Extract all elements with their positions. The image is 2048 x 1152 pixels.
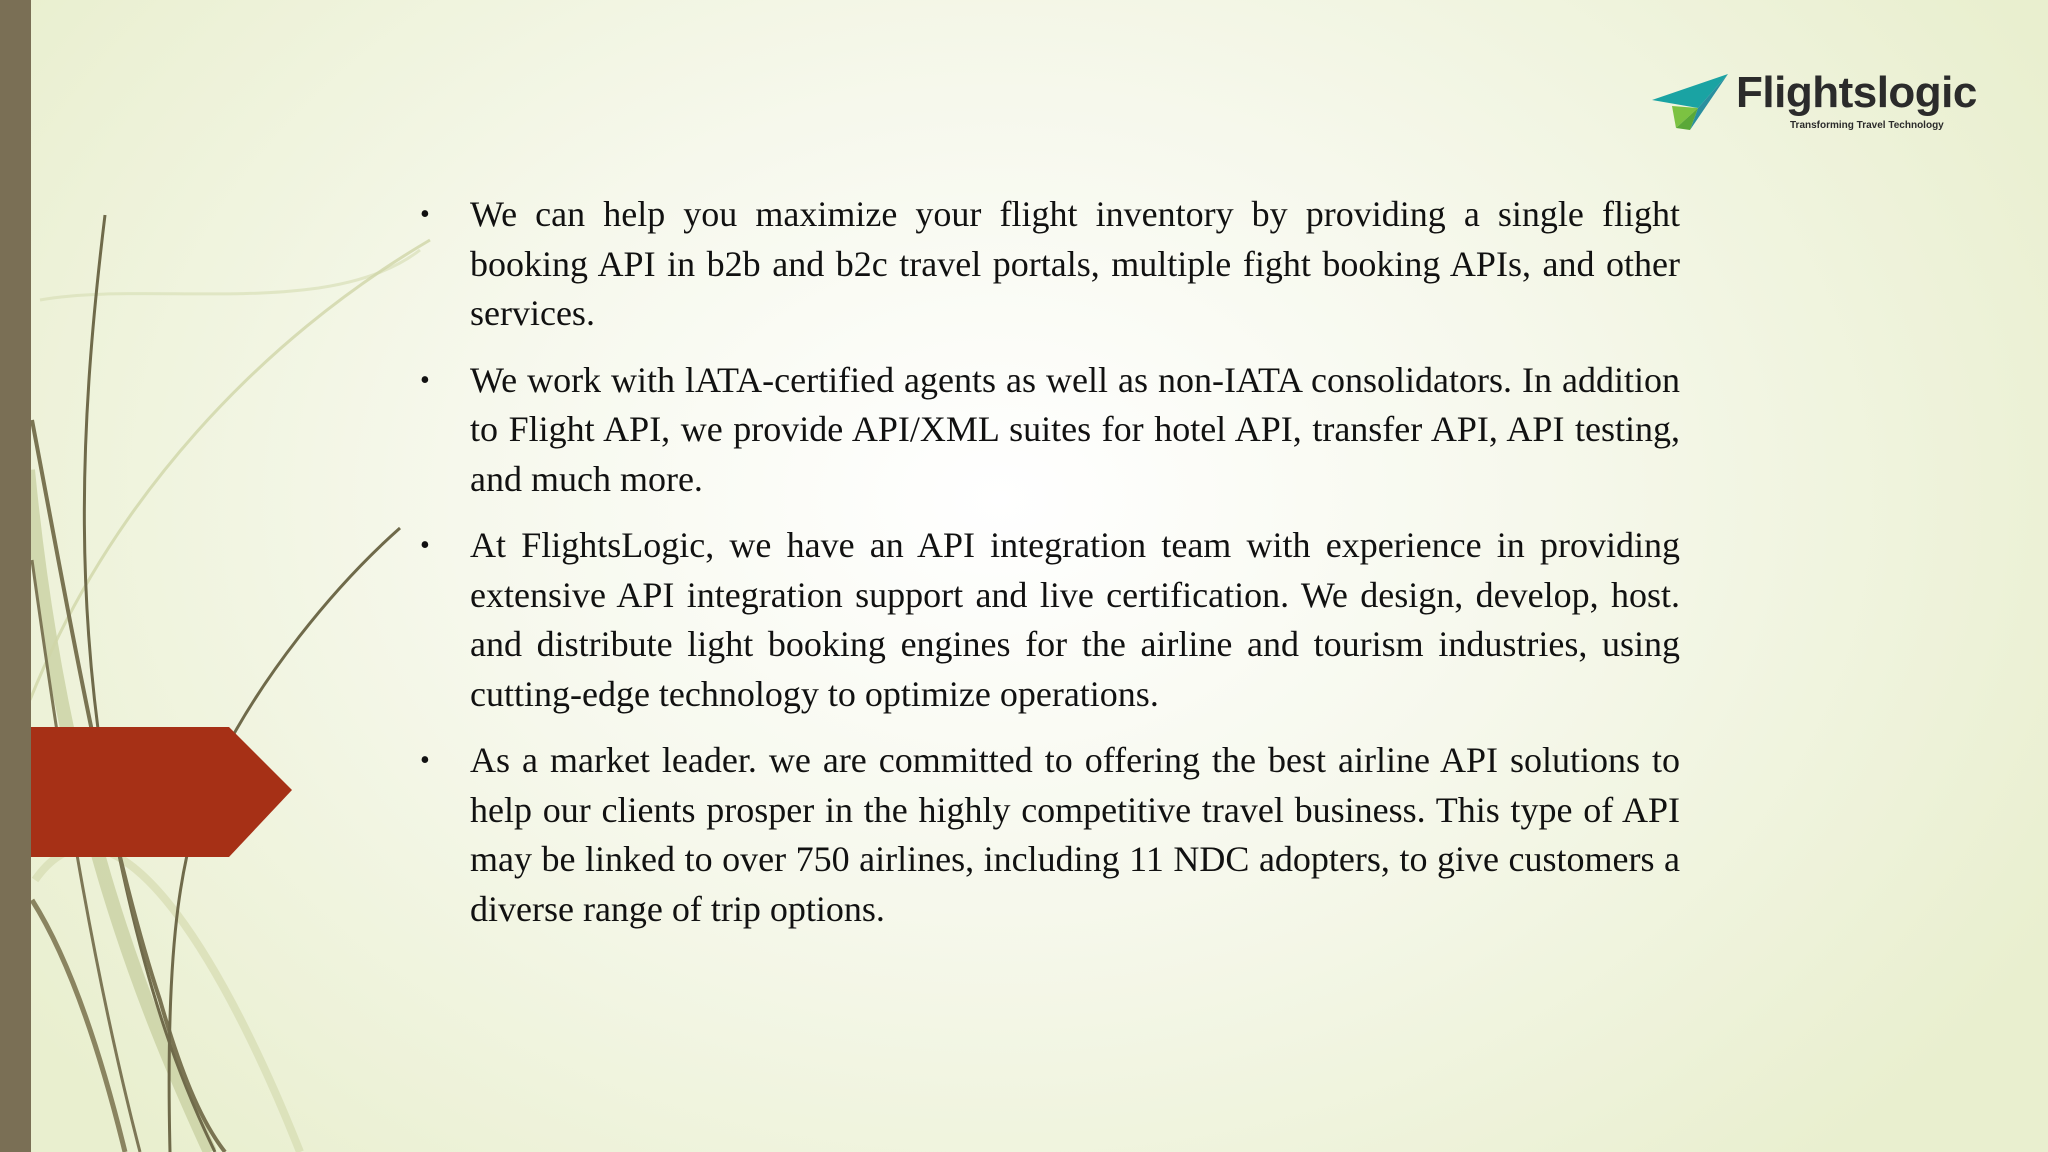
flightslogic-logo <box>1650 68 1977 138</box>
bullet-text: At FlightsLogic, we have an API integration team with experience in providing extensive API integration support and live certification. We design, develop, host. and distribute light booking engines for the airline and tourism industries, using cutting-edge technology to optimize operations. <box>470 525 1680 714</box>
bullet-item <box>410 521 1680 719</box>
bullet-list <box>410 190 1680 951</box>
bullet-marker: • <box>420 530 430 561</box>
bullet-item <box>410 190 1680 339</box>
bullet-item <box>410 736 1680 934</box>
paper-plane-icon <box>1650 72 1730 132</box>
arrow-shape <box>0 727 292 857</box>
bullet-text: We can help you maximize your flight inventory by providing a single flight booking API in b2b and b2c travel portals, multiple fight booking APIs, and other services. <box>470 194 1680 333</box>
bullet-text: We work with lATA-certified agents as well as non-IATA consolidators. In addition to Flight API, we provide API/XML suites for hotel API, transfer API, API testing, and much more. <box>470 359 1680 499</box>
bullet-text: As a market leader. we are committed to offering the best airline API solutions to help our clients prosper in the highly competitive travel business. This type of API may be linked to over 750 airlines, including 11 NDC adopters, to give customers a diverse range of trip options. <box>470 740 1680 929</box>
bullet-marker: • <box>420 199 430 230</box>
logo-wordmark: Flightslogic <box>1736 68 1977 117</box>
bullet-marker: • <box>420 364 430 396</box>
bullet-marker: • <box>420 745 430 776</box>
left-accent-bar <box>0 0 31 1152</box>
logo-tagline: Transforming Travel Technology <box>1790 120 1944 131</box>
bullet-item <box>410 356 1680 505</box>
